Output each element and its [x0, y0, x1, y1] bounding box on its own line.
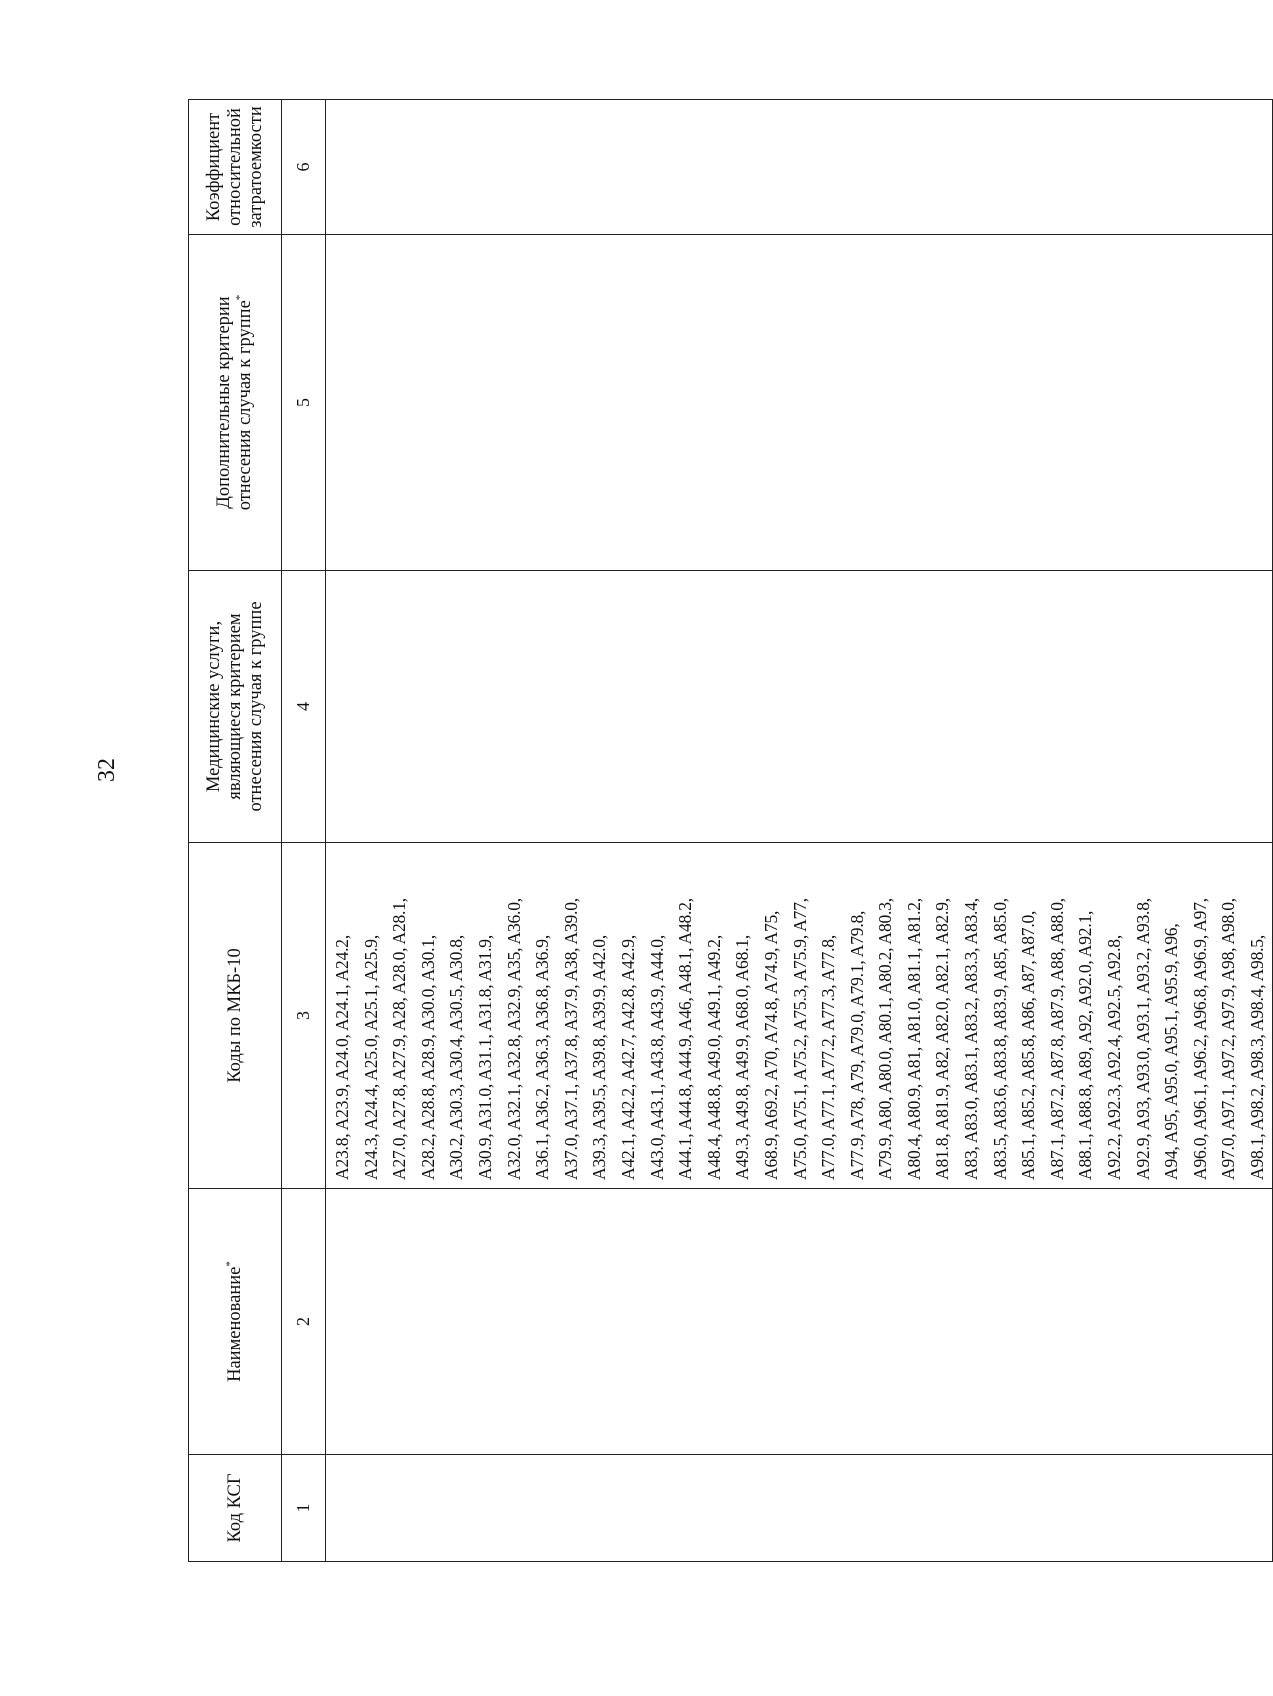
header-icd-codes-text: Коды по МКБ-10 — [224, 948, 245, 1083]
cell-name — [326, 1189, 1273, 1455]
icd-code-line: A27.0, A27.8, A27.9, A28, A28.0, A28.1, — [389, 898, 410, 1180]
header-medical-services — [189, 571, 282, 843]
icd-code-line: A43.0, A43.1, A43.8, A43.9, A44.0, — [646, 934, 667, 1180]
header-medical-services-line: Медицинские услуги, — [203, 620, 224, 793]
icd-code-line: A68.9, A69.2, A70, A74.8, A74.9, A75, — [760, 910, 781, 1180]
icd-code-line: A92.2, A92.3, A92.4, A92.5, A92.8, — [1104, 934, 1125, 1180]
icd-code-line: A94, A95, A95.0, A95.1, A95.9, A96, — [1161, 923, 1182, 1180]
footnote-marker: * — [233, 294, 246, 301]
rotated-table-container — [188, 100, 1267, 1562]
icd-code-line: A23.8, A23.9, A24.0, A24.1, A24.2, — [332, 934, 352, 1180]
icd-code-line: A88.1, A88.8, A89, A92, A92.0, A92.1, — [1075, 910, 1096, 1180]
icd-code-line: A92.9, A93, A93.0, A93.1, A93.2, A93.8, — [1132, 898, 1153, 1180]
cell-ksg-code — [326, 1455, 1273, 1562]
column-number: 2 — [282, 1189, 326, 1455]
page-number: 32 — [94, 758, 120, 782]
header-name-text: Наименование* — [223, 1261, 245, 1382]
icd-code-line: A75.0, A75.1, A75.2, A75.3, A75.9, A77, — [789, 898, 810, 1180]
header-medical-services-line: являющиеся критерием — [224, 613, 245, 800]
icd-code-line: A36.1, A36.2, A36.3, A36.8, A36.9, — [532, 934, 553, 1180]
cell-icd-codes — [326, 843, 1273, 1189]
icd-code-line: A37.0, A37.1, A37.8, A37.9, A38, A39.0, — [560, 898, 581, 1180]
icd-code-line: A83.5, A83.6, A83.8, A83.9, A85, A85.0, — [989, 898, 1010, 1180]
icd-code-line: A83, A83.0, A83.1, A83.2, A83.3, A83.4, — [961, 898, 982, 1180]
icd-code-line: A30.9, A31.0, A31.1, A31.8, A31.9, — [474, 934, 495, 1180]
header-additional-criteria — [189, 235, 282, 571]
header-additional-criteria-line: отнесения случая к группе* — [233, 294, 255, 511]
column-number: 3 — [282, 843, 326, 1189]
header-ksg-code — [189, 1455, 282, 1562]
icd-code-line: A48.4, A48.8, A49.0, A49.1, A49.2, — [703, 934, 724, 1180]
icd-code-line: A97.0, A97.1, A97.2, A97.9, A98, A98.0, — [1218, 898, 1239, 1180]
header-coefficient — [189, 100, 282, 235]
icd-code-line: A49.3, A49.8, A49.9, A68.0, A68.1, — [732, 934, 753, 1180]
header-name — [189, 1189, 282, 1455]
header-additional-criteria-line: Дополнительные критерии — [214, 296, 234, 509]
header-coefficient-line: Коэффициент — [203, 112, 224, 222]
cell-medical-services — [326, 571, 1273, 843]
icd-code-line: A81.8, A81.9, A82, A82.0, A82.1, A82.9, — [932, 898, 953, 1180]
icd-code-line: A87.1, A87.2, A87.8, A87.9, A88, A88.0, — [1046, 898, 1067, 1180]
column-number-row — [282, 100, 326, 1562]
icd-code-line: A32.0, A32.1, A32.8, A32.9, A35, A36.0, — [503, 898, 524, 1180]
icd-code-line: A80.4, A80.9, A81, A81.0, A81.1, A81.2, — [903, 898, 924, 1180]
header-ksg-code-text: Код КСГ — [224, 1473, 245, 1543]
column-number: 4 — [282, 571, 326, 843]
column-number: 6 — [282, 100, 326, 235]
icd-code-line: A28.2, A28.8, A28.9, A30.0, A30.1, — [417, 934, 438, 1180]
icd-code-line: A85.1, A85.2, A85.8, A86, A87, A87.0, — [1018, 910, 1039, 1180]
icd-code-line: A39.3, A39.5, A39.8, A39.9, A42.0, — [589, 934, 610, 1180]
column-number: 1 — [282, 1455, 326, 1562]
icd-code-line: A24.3, A24.4, A25.0, A25.1, A25.9, — [360, 934, 381, 1180]
icd-code-line: A77.0, A77.1, A77.2, A77.3, A77.8, — [818, 934, 839, 1180]
icd-code-line: A44.1, A44.8, A44.9, A46, A48.1, A48.2, — [675, 898, 696, 1180]
icd-code-line: A98.1, A98.2, A98.3, A98.4, A98.5, — [1247, 934, 1267, 1180]
ksg-table — [188, 99, 1273, 1562]
icd-code-line: A77.9, A78, A79, A79.0, A79.1, A79.8, — [846, 910, 867, 1180]
column-number: 5 — [282, 235, 326, 571]
header-coefficient-line: относительной — [224, 108, 245, 226]
footnote-marker: * — [223, 1261, 236, 1267]
cell-additional-criteria — [326, 235, 1273, 571]
icd-code-line: A30.2, A30.3, A30.4, A30.5, A30.8, — [446, 934, 467, 1180]
header-medical-services-line: отнесения случая к группе — [245, 601, 266, 812]
cell-coefficient — [326, 100, 1273, 235]
icd-code-line: A79.9, A80, A80.0, A80.1, A80.2, A80.3, — [875, 898, 896, 1180]
header-icd-codes — [189, 843, 282, 1189]
table-row — [326, 100, 1273, 1562]
icd-code-line: A42.1, A42.2, A42.7, A42.8, A42.9, — [617, 934, 638, 1180]
header-row — [189, 100, 282, 1562]
header-coefficient-line: затратоемкости — [245, 106, 266, 228]
icd-code-line: A96.0, A96.1, A96.2, A96.8, A96.9, A97, — [1189, 898, 1210, 1180]
